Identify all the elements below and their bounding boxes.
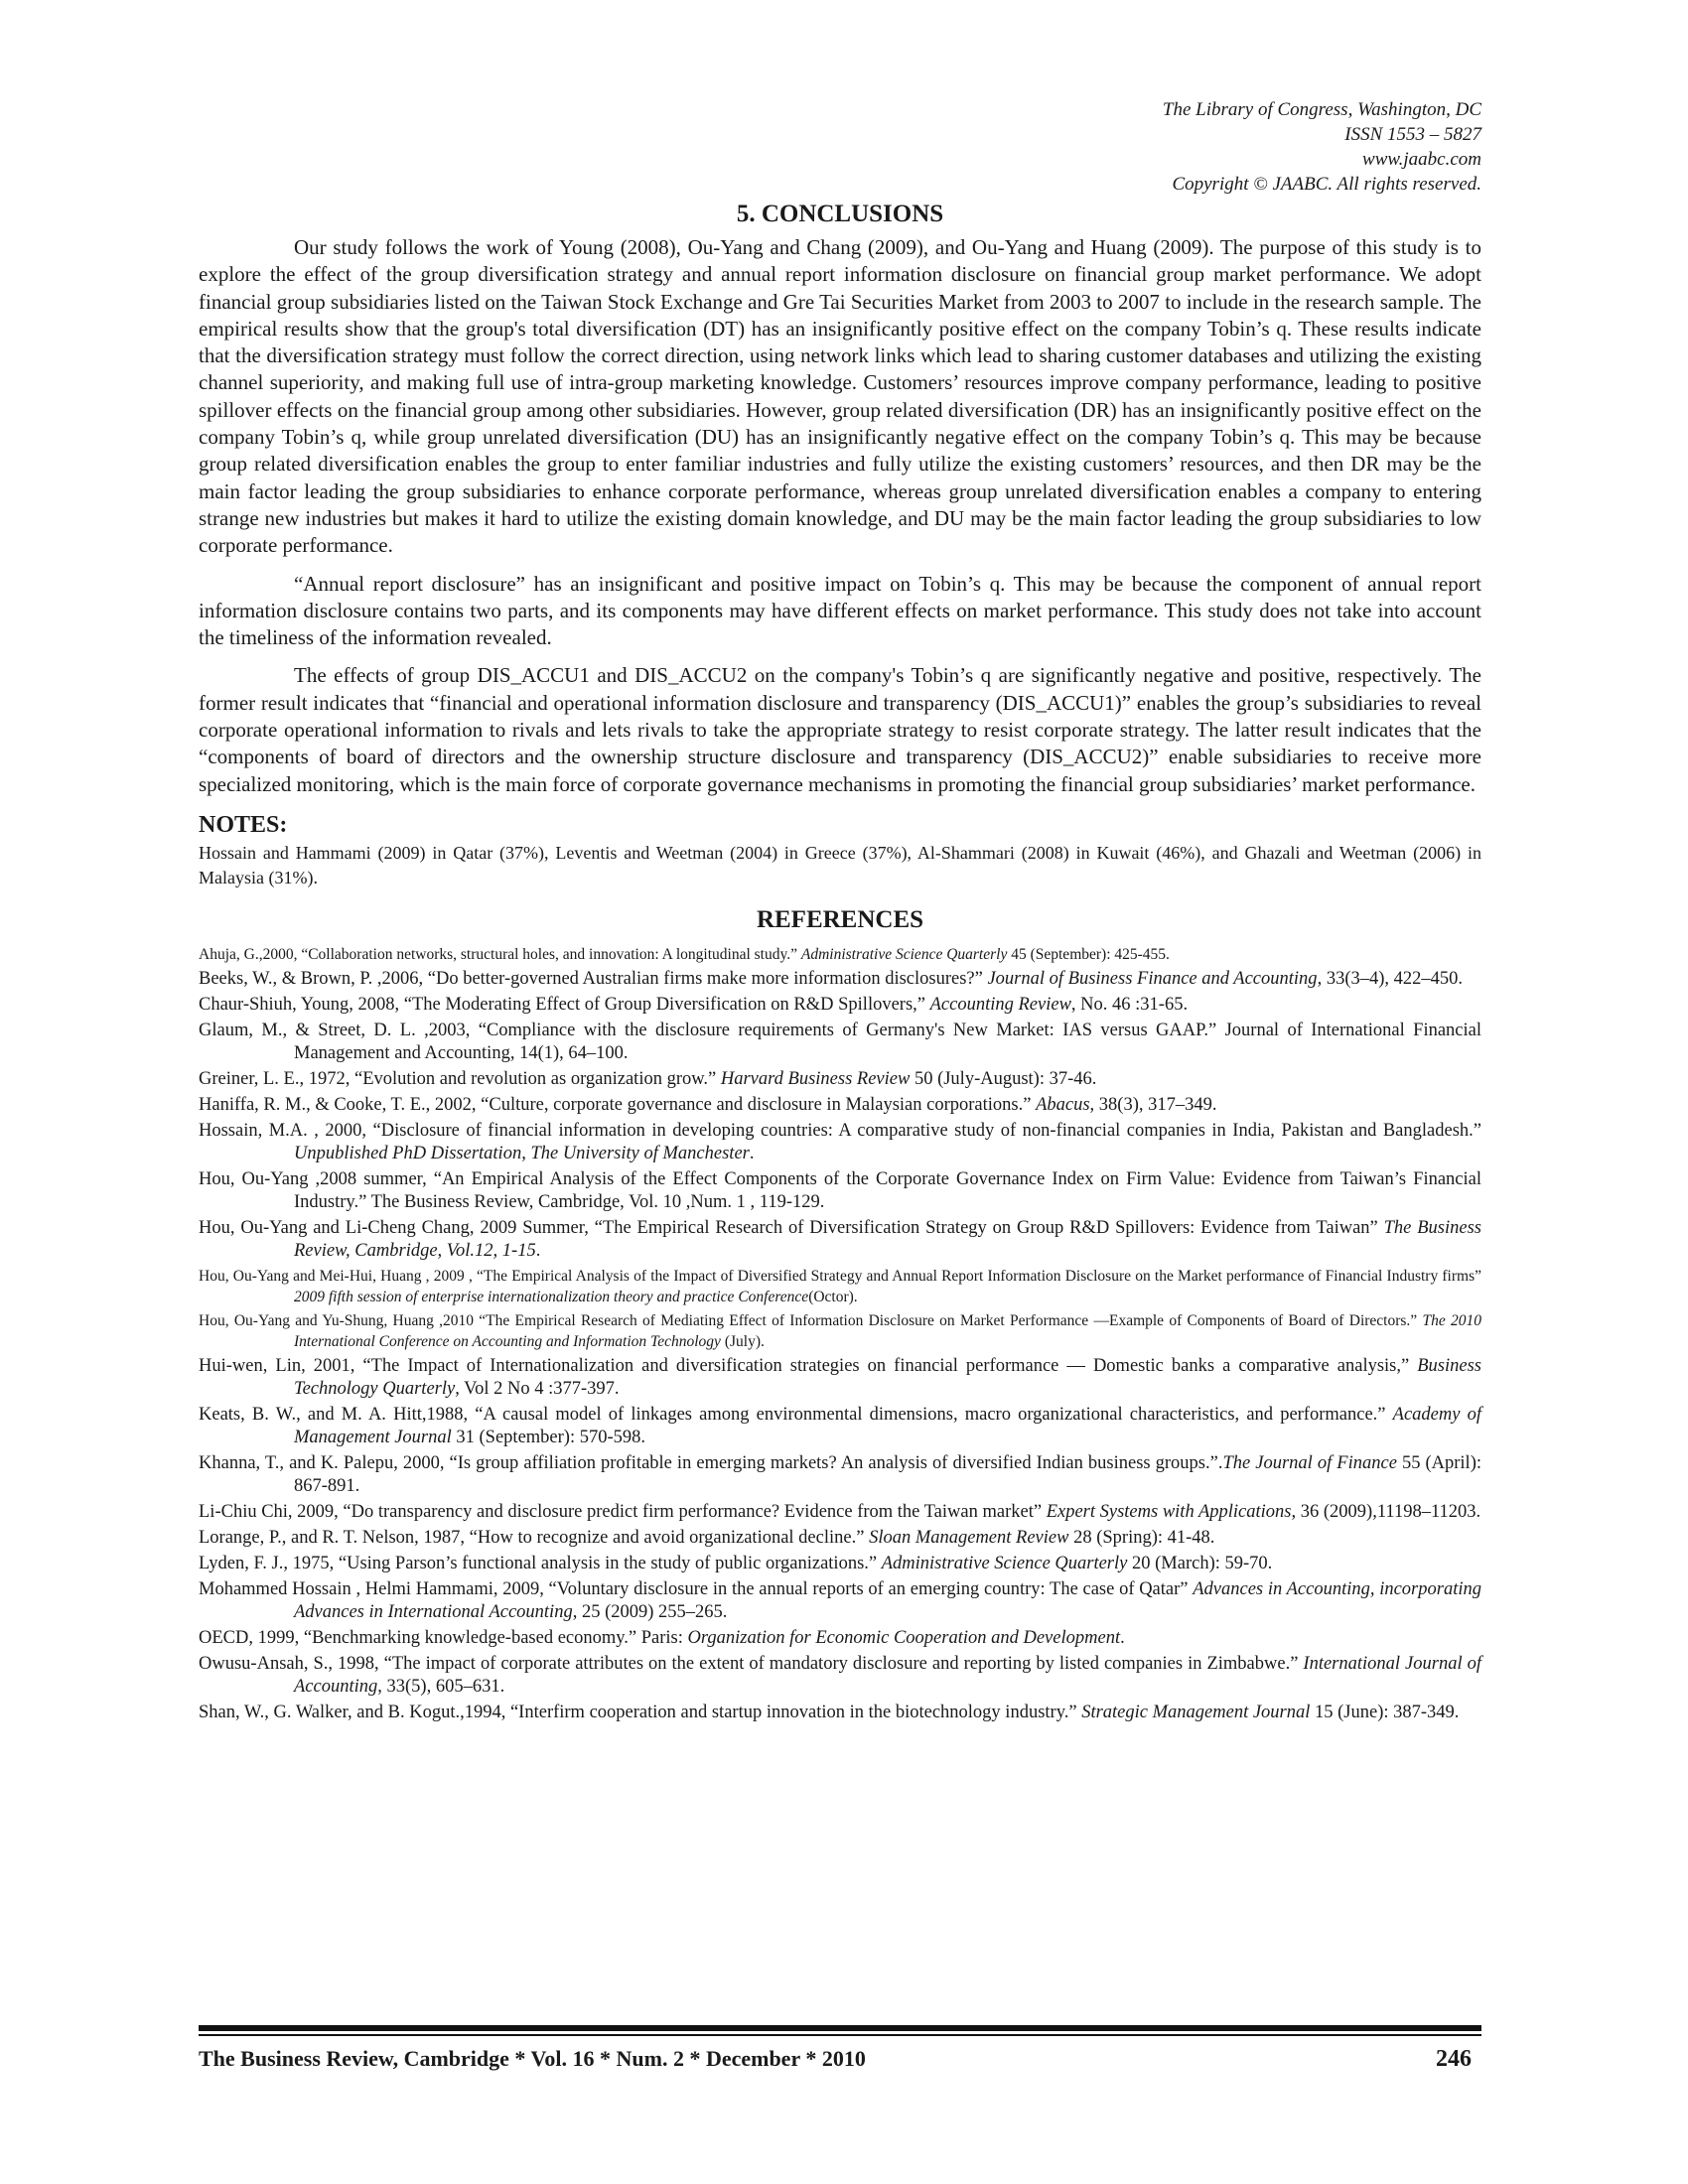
reference-item xyxy=(199,1404,1481,1449)
page-number: 246 xyxy=(1436,2046,1472,2072)
reference-source: The Journal of Finance xyxy=(1222,1452,1397,1473)
reference-item xyxy=(199,1217,1481,1263)
reference-item xyxy=(199,1020,1481,1065)
reference-text: Keats, B. W., and M. A. Hitt,1988, “A causal model of linkages among environmental dimensions, macro organizational characteristics, and performance.” xyxy=(199,1404,1393,1425)
reference-details: (July). xyxy=(720,1332,765,1350)
reference-item xyxy=(199,1702,1481,1724)
reference-details: (Octor). xyxy=(808,1288,858,1305)
reference-source: Unpublished PhD Dissertation, The University of Manchester xyxy=(294,1143,750,1163)
reference-source: Administrative Science Quarterly xyxy=(881,1553,1128,1573)
reference-item xyxy=(199,1094,1481,1117)
reference-item xyxy=(199,1068,1481,1091)
reference-item xyxy=(199,1653,1481,1699)
reference-text: OECD, 1999, “Benchmarking knowledge-based economy.” Paris: xyxy=(199,1627,688,1648)
footer-rule-thick xyxy=(199,2025,1481,2031)
conclusions-paragraph: Our study follows the work of Young (2008), Ou-Yang and Chang (2009), and Ou-Yang and Huang (2009). The purpose of this study is to explore the effect of the group diversification strategy and annual report information disclosure on financial group market performance. We adopt financial group subsidiaries listed on the Taiwan Stock Exchange and Gre Tai Securities Market from 2003 to 2007 to include in the research sample. The empirical results show that the group's total diversification (DT) has an insignificantly positive effect on the company Tobin’s q. These results indicate that the diversification strategy must follow the correct direction, using network links which lead to sharing customer databases and utilizing the existing channel superiority, and making full use of intra-group marketing knowledge. Customers’ resources improve company performance, leading to positive spillover effects on the financial group among other subsidiaries. However, group related diversification (DR) has an insignificantly positive effect on the company Tobin’s q, while group unrelated diversification (DU) has an insignificantly negative effect on the company Tobin’s q. This may be because group related diversification enables the group to enter familiar industries and fully utilize the existing customers’ resources, and then DR may be the main factor leading the group subsidiaries to enhance corporate performance, whereas group unrelated diversification enables a company to entering strange new industries but makes it hard to utilize the existing domain knowledge, and DU may be the main factor leading the group subsidiaries to low corporate performance. xyxy=(199,235,1481,558)
reference-source: Accounting Review xyxy=(929,994,1071,1015)
reference-details: , No. 46 :31-65. xyxy=(1070,994,1189,1015)
reference-source: Expert Systems with Applications xyxy=(1046,1501,1292,1522)
reference-text: Ahuja, G.,2000, “Collaboration networks, structural holes, and innovation: A longitudinal study.” xyxy=(199,945,801,963)
reference-source: Academy of Management Journal xyxy=(294,1404,1481,1447)
reference-item xyxy=(199,968,1481,991)
reference-item xyxy=(199,1553,1481,1575)
reference-item xyxy=(199,1501,1481,1524)
reference-source: Organization for Economic Cooperation and Development xyxy=(687,1627,1121,1648)
reference-source: Abacus xyxy=(1036,1094,1090,1115)
reference-details: 55 (April): 867-891. xyxy=(294,1452,1481,1496)
references-list xyxy=(199,944,1481,1724)
reference-item xyxy=(199,1120,1481,1165)
reference-text: Hou, Ou-Yang and Mei-Hui, Huang , 2009 , “The Empirical Analysis of the Impact of Diversified Strategy and Annual Report Information Disclosure on the Market performance of Financial Industry firms” xyxy=(199,1267,1481,1285)
reference-text: Greiner, L. E., 1972, “Evolution and revolution as organization grow.” xyxy=(199,1068,721,1089)
reference-source: Harvard Business Review xyxy=(720,1068,911,1089)
header-website-line: www.jaabc.com xyxy=(1362,149,1481,170)
reference-item xyxy=(199,1578,1481,1624)
reference-text: Lorange, P., and R. T. Nelson, 1987, “How to recognize and avoid organizational decline.” xyxy=(199,1527,870,1548)
reference-source: Sloan Management Review xyxy=(869,1527,1069,1548)
reference-text: Hou, Ou-Yang and Li-Cheng Chang, 2009 Summer, “The Empirical Research of Diversification Strategy on Group R&D Spillovers: Evidence from Taiwan” xyxy=(199,1217,1384,1238)
reference-text: Lyden, F. J., 1975, “Using Parson’s functional analysis in the study of public organizations.” xyxy=(199,1553,882,1573)
references-heading: REFERENCES xyxy=(756,905,924,933)
reference-text: Shan, W., G. Walker, and B. Kogut.,1994, “Interfirm cooperation and startup innovation in the biotechnology industry.” xyxy=(199,1702,1082,1722)
reference-details: 50 (July-August): 37-46. xyxy=(910,1068,1097,1089)
reference-details: . xyxy=(1120,1627,1125,1648)
footer-rule-thin xyxy=(199,2034,1481,2036)
reference-text: Khanna, T., and K. Palepu, 2000, “Is group affiliation profitable in emerging markets? An analysis of diversified Indian business groups.”. xyxy=(199,1452,1223,1473)
reference-text: Hui-wen, Lin, 2001, “The Impact of Internationalization and diversification strategies on financial performance — Domestic banks a comparative analysis,” xyxy=(199,1355,1418,1376)
reference-details: 15 (June): 387-349. xyxy=(1310,1702,1460,1722)
conclusions-heading: 5. CONCLUSIONS xyxy=(736,201,944,227)
reference-details: , 36 (2009),11198–11203. xyxy=(1291,1501,1481,1522)
reference-text: Li-Chiu Chi, 2009, “Do transparency and disclosure predict firm performance? Evidence from the Taiwan market” xyxy=(199,1501,1047,1522)
reference-item xyxy=(199,1310,1481,1352)
notes-text: Hossain and Hammami (2009) in Qatar (37%), Leventis and Weetman (2004) in Greece (37%), Al-Shammari (2008) in Kuwait (46%), and Ghazali and Weetman (2006) in Malaysia (31%). xyxy=(199,842,1481,887)
reference-source: Journal of Business Finance and Accounting xyxy=(987,968,1318,989)
reference-item xyxy=(199,1452,1481,1498)
header-copyright-line: Copyright © JAABC. All rights reserved. xyxy=(1172,174,1481,195)
reference-text: Glaum, M., & Street, D. L. ,2003, “Compliance with the disclosure requirements of Germany's New Market: IAS versus GAAP.” Journal of International Financial Management and Accounting, 14(1), 64–100. xyxy=(199,1020,1481,1063)
reference-details: 20 (March): 59-70. xyxy=(1127,1553,1273,1573)
page-footer xyxy=(199,2025,1481,2073)
reference-text: Owusu-Ansah, S., 1998, “The impact of corporate attributes on the extent of mandatory disclosure and reporting by listed companies in Zimbabwe.” xyxy=(199,1653,1304,1674)
reference-text: Hou, Ou-Yang ,2008 summer, “An Empirical Analysis of the Effect Components of the Corporate Governance Index on Firm Value: Evidence from Taiwan’s Financial Industry.” The Business Review, Cambridge, Vol. 10 ,Num. 1 , 119-129. xyxy=(199,1168,1481,1212)
conclusions-paragraph: “Annual report disclosure” has an insignificant and positive impact on Tobin’s q. This may be because the component of annual report information disclosure contains two parts, and its components may have different effects on market performance. This study does not take into account the timeliness of the information revealed. xyxy=(199,571,1481,650)
reference-text: Haniffa, R. M., & Cooke, T. E., 2002, “Culture, corporate governance and disclosure in Malaysian corporations.” xyxy=(199,1094,1037,1115)
reference-item xyxy=(199,1527,1481,1550)
reference-source: International Journal of Accounting xyxy=(294,1653,1481,1697)
reference-details: , 33(5), 605–631. xyxy=(377,1676,505,1697)
reference-source: Strategic Management Journal xyxy=(1081,1702,1311,1722)
reference-details: , Vol 2 No 4 :377-397. xyxy=(455,1378,620,1399)
reference-source: 2009 fifth session of enterprise internationalization theory and practice Conference xyxy=(294,1288,809,1305)
reference-text: Hossain, M.A. , 2000, “Disclosure of financial information in developing countries: A comparative study of non-financial companies in India, Pakistan and Bangladesh.” xyxy=(199,1120,1481,1141)
reference-details: . xyxy=(749,1143,755,1163)
reference-details: . xyxy=(535,1240,541,1261)
reference-item xyxy=(199,1266,1481,1307)
reference-source: Business Technology Quarterly xyxy=(294,1355,1481,1399)
reference-source: Advances in Accounting, incorporating Advances in International Accounting xyxy=(294,1578,1481,1622)
header-issn-line: ISSN 1553 – 5827 xyxy=(1344,124,1481,145)
reference-details: 31 (September): 570-598. xyxy=(451,1427,646,1447)
reference-item xyxy=(199,944,1481,965)
page-body xyxy=(199,97,1481,1727)
header-library-line: The Library of Congress, Washington, DC xyxy=(1162,99,1481,120)
reference-source: The Business Review, Cambridge, Vol.12, 1-15 xyxy=(294,1217,1481,1261)
footer-row xyxy=(199,2046,1481,2073)
reference-details: , 38(3), 317–349. xyxy=(1089,1094,1217,1115)
journal-header xyxy=(199,97,1481,197)
reference-item xyxy=(199,994,1481,1017)
reference-source: Administrative Science Quarterly xyxy=(800,945,1008,963)
notes-heading: NOTES: xyxy=(199,811,288,838)
reference-item xyxy=(199,1627,1481,1650)
reference-item xyxy=(199,1168,1481,1214)
reference-text: Beeks, W., & Brown, P. ,2006, “Do better-governed Australian firms make more information disclosures?” xyxy=(199,968,988,989)
reference-details: 45 (September): 425-455. xyxy=(1007,945,1170,963)
reference-item xyxy=(199,1355,1481,1401)
reference-details: 28 (Spring): 41-48. xyxy=(1068,1527,1215,1548)
reference-text: Mohammed Hossain , Helmi Hammami, 2009, “Voluntary disclosure in the annual reports of an emerging country: The case of Qatar” xyxy=(199,1578,1194,1599)
reference-text: Hou, Ou-Yang and Yu-Shung, Huang ,2010 “The Empirical Research of Mediating Effect of Information Disclosure on Market Performance —Example of Components of Board of Directors.” xyxy=(199,1311,1423,1329)
reference-details: , 25 (2009) 255–265. xyxy=(572,1601,728,1622)
reference-details: , 33(3–4), 422–450. xyxy=(1317,968,1464,989)
conclusions-paragraph: The effects of group DIS_ACCU1 and DIS_ACCU2 on the company's Tobin’s q are significantly negative and positive, respectively. The former result indicates that “financial and operational information disclosure and transparency (DIS_ACCU1)” enables the group’s subsidiaries to reveal corporate operational information to rivals and lets rivals to take the appropriate strategy to resist corporate strategy. The latter result indicates that the “components of board of directors and the ownership structure disclosure and transparency (DIS_ACCU2)” enable subsidiaries to receive more specialized monitoring, which is the main force of corporate governance mechanisms in promoting the financial group subsidiaries’ market performance. xyxy=(199,663,1481,796)
reference-source: The 2010 International Conference on Accounting and Information Technology xyxy=(294,1311,1482,1350)
reference-text: Chaur-Shiuh, Young, 2008, “The Moderating Effect of Group Diversification on R&D Spillovers,” xyxy=(199,994,930,1015)
footer-journal-info: The Business Review, Cambridge * Vol. 16 * Num. 2 * December * 2010 xyxy=(199,2046,866,2071)
